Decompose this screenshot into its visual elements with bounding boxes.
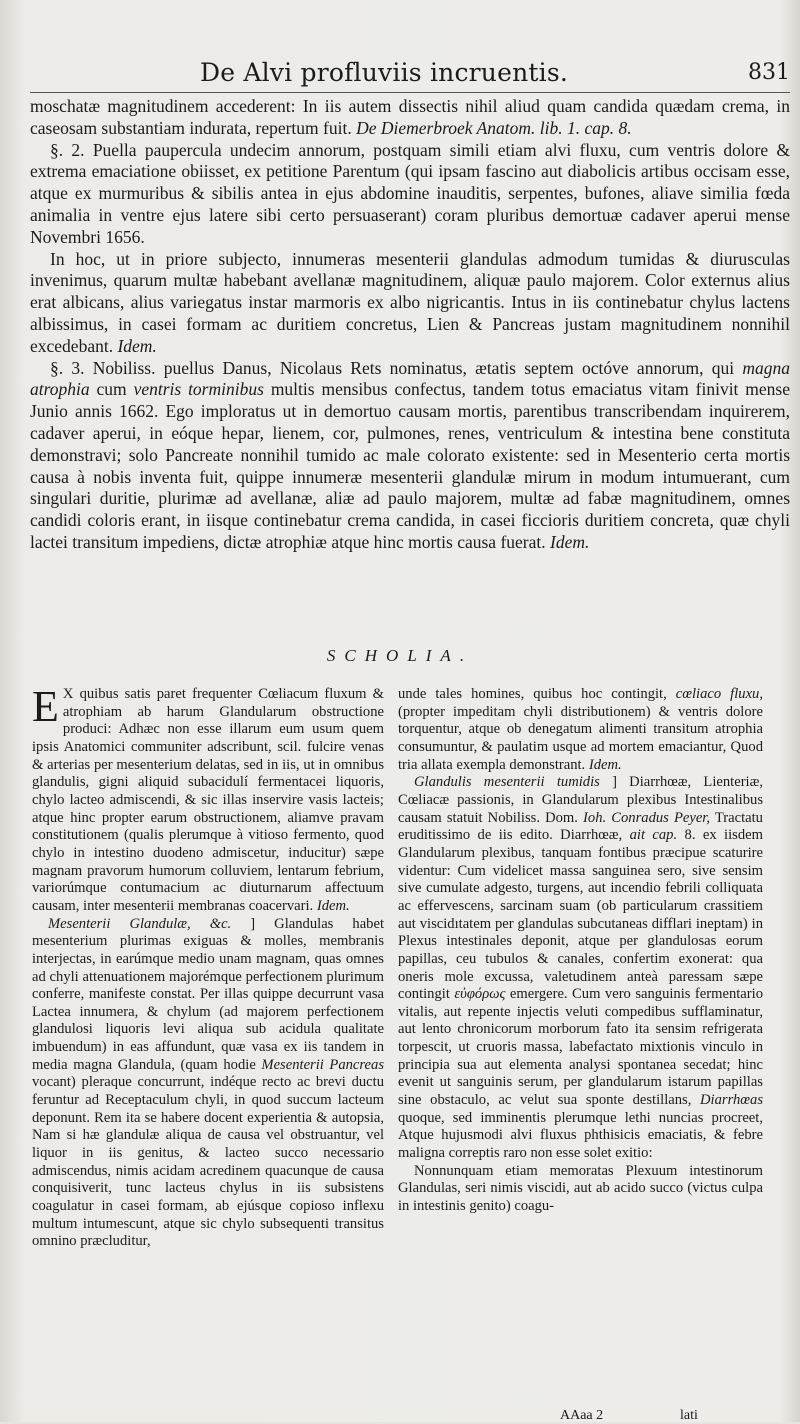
- paragraph-1: [30, 96, 790, 140]
- right-paragraph-2-text: 8. ex iisdem Glandularum plexibus, tanquam fontibus præcipue scaturire videntur: Cum videlicet massa sanguinea sero, sive sensim sive cumulate adgesto, turgens, aut incendio febrili colliquata ac effervescens, sarcinam suam (ob particularum crassitiem aut viscidıtatem per glandulas subcutaneas difflari ineptam) in Plexus intestinales deponit, atque per glandulosas eorum papillas, ceu tubulos & canales, confertim exonerat: qua oneris mole excussa, valetudinem anteà paressam sæpe contingit: [398, 827, 763, 1003]
- right-paragraph-2-text: emergere. Cum vero sanguinis fermentario vitalis, aut repente injectis veluti compedibus sufflaminatur, aut lento chronicorum morborum fato ita sensim refrigerata torpescit, ut cruoris massa, labefactato mixtionis vinculo in principia sua aut elementa analysi spontanea secedat; hinc evenit ut sanguinis serum, per glandularum istarum papillas sine obstaculo, ac velut sua sponte destillans,: [398, 986, 763, 1109]
- left-paragraph-2: [32, 916, 384, 1251]
- greek-word: εὐφόρως: [454, 986, 506, 1003]
- page-number: 831: [748, 60, 790, 85]
- catchword: lati: [680, 1408, 698, 1423]
- citation: Idem.: [588, 756, 622, 773]
- citation: Idem.: [117, 335, 157, 356]
- signature-mark: AAaa 2: [560, 1408, 604, 1423]
- right-paragraph-1: [398, 686, 763, 774]
- citation: Idem.: [316, 897, 350, 914]
- left-paragraph-2-text: ] Glandulas habet mesenterium plurimas exiguas & molles, membranis interjectas, in earúmque medio unam magnam, quas omnes ad chyli attenuationem majorémque perfectionem plurimum conferre, manifeste constat. Per illas quippe decurrunt vasa Lactea innumera, & chylum (ad majorem perfectionem glandulosi liquoris levi aliqua sub acidula qualitate imbuendum) in eas affundunt, quæ vasa ex iis tandem in media magna Glandula, (quam hodie: [32, 915, 384, 1073]
- italic-term: ait cap.: [629, 827, 678, 844]
- right-paragraph-2: [398, 774, 763, 1162]
- paragraph-3-text: In hoc, ut in priore subjecto, innumeras mesenterii glandulas admodum tumidas & diurusculas invenimus, quarum multæ habebant avellanæ magnitudinem, aliquæ paulo majorem. Color externus alius erat albicans, alius variegatus instar marmoris ex albo nigricantis. Intus in iis continebatur chylus lactens albissimus, in casei formam ac duritiem concretus, Lien & Pancreas justam magnitudinem nonnihil excedebant.: [30, 248, 790, 356]
- paragraph-4-text: multis mensibus confectus, tandem totus emaciatus vitam finivit mense Junio annis 1662. Ego imploratus ut in demortuo causam mortis, parentibus transcribendam inquirerem, cadaver aperui, in eóque hepar, lienem, cor, pulmones, renes, ventriculum & intestina bene constituta demonstravi; solo Pancreate nonnihil tumido ac male colorato existente: sed in Mesenterio certa mortis causa à nobis inventa fuit, quippe innumeræ mesenterii glandulæ mirum in modum intumuerant, cum singulari duritie, plurimæ ad avellanæ, aliæ ad paulo majorem, multæ ad fabæ magnitudinem, omnes candidi coloris erant, in iisque continebatur crema candida, in casei ficcioris duritiem concreta, quæ chyli lactei transitum impediens, dictæ atrophiæ atque hinc mortis causa fuerat.: [30, 379, 791, 552]
- paragraph-2: §. 2. Puella paupercula undecim annorum, postquam simili etiam alvi fluxu, cum ventris dolore & extrema emaciatione obiisset, ex petitione Parentum (qui ipsam fascino aut diabolicis artibus occisam esse, atque ex murmuribus & sibilis antea in ejus abdomine inauditis, serpentes, bufones, aliave similia fœda animalia in ventre ejus latere sibi certo persuaserant) coram pluribus demortuæ cadaver aperui mense Novembri 1656.: [30, 139, 790, 247]
- italic-term: cœliaco fluxu,: [675, 686, 764, 702]
- paragraph-4: [30, 358, 790, 554]
- italic-term: Ioh. Conradus Peyer,: [583, 809, 711, 826]
- paragraph-4-text: §. 3. Nobiliss. puellus Danus, Nicolaus Rets nominatus, ætatis septem octóve annorum, qui: [50, 357, 735, 378]
- italic-term: ventris torminibus: [133, 379, 264, 400]
- header-rule: [30, 92, 790, 93]
- left-paragraph-1-text: X quibus satis paret frequenter Cœliacum fluxum & atrophiam ab harum Glandularum obstructione produci: Adhæc non esse illarum eum usum quem ipsis Anatomici communiter adscribunt, scil. fulcire venas & arterias per mesenterium delatas, sed in iis, ut in omnibus glandulis, gigni aliquid subacidulí fermentacei liquoris, chylo lacteo admiscendi, & sic illas inservire vasis lacteis; atque hinc propter earum obstructionem, aliamve pravam constitutionem (qualis plerumque à vitioso fermento, quod chylo in intestino duodeno admiscetur, inducitur) sæpe magnam pravorum humorum colluviem, lentarum febrium, variorúmque contumacium ac diuturnarum affectuum causam, inter mesenterii membranas coacervari.: [32, 686, 384, 914]
- italic-term: Mesenterii Pancreas: [261, 1056, 385, 1073]
- right-paragraph-2-text: quoque, sed imminentis plerumque lethi nuncias procreet, Atque hujusmodi alvi fluxus phthisicis emaciatis, & febre maligna correptis raro non esse solet exitio:: [398, 1109, 763, 1162]
- citation: Idem.: [550, 531, 590, 552]
- paragraph-1-text: moschatæ magnitudinem accederent: In iis autem dissectis nihil aliud quam candida quædam crema, in caseosam substantiam indurata, repertum fuit.: [30, 96, 790, 138]
- right-paragraph-1-text: (propter impeditam chyli distributionem) & ventris dolore torquentur, atque ob denegatum alimenti transitum atrophia consumuntur, & paulatim usque ad mortem emaciantur, Quod tria allata exempla demonstrant.: [398, 703, 763, 773]
- right-paragraph-2-text: ] Diarrhœæ, Lienteriæ, Cœliacæ passionis, in Glandularum plexibus Intestinalibus causam statuit Nobiliss. Dom.: [398, 774, 763, 826]
- left-column: [32, 682, 385, 1251]
- paragraph-4-text: cum: [96, 379, 127, 400]
- right-column: [398, 686, 763, 1216]
- lemma: Mesenterii Glandulæ, &c.: [48, 915, 232, 932]
- page-title: De Alvi profluviis incruentis.: [200, 58, 569, 87]
- right-paragraph-3: Nonnunquam etiam memoratas Plexuum intestinorum Glandulas, seri nimis viscidi, aut ab acido succo (victus culpa in intestinis genito) coagu-: [398, 1162, 763, 1215]
- running-header: [0, 58, 800, 92]
- italic-term: magna atrophia: [30, 357, 791, 400]
- italic-term: Diarrhœas: [700, 1092, 763, 1109]
- drop-capital: E: [32, 682, 59, 731]
- paragraph-3: [30, 249, 790, 358]
- left-paragraph-2-text: vocant) pleraque concurrunt, indéque recto ac brevi ductu feruntur ad Receptaculum chyli, in quod succum lacteum deponunt. Rem ita se habere docent experientia & autopsia, Nam si hæ glandulæ aliqua de causa vel obstruantur, vel liquor in iis genitus, & lacteo succo necessario admiscendus, nimis acidam acredinem quacunque de causa conquisiverit, tunc lacteus chylus in iis subsistens coagulatur in casei formam, ab ejúsque copioso inflexu multum intumescunt, atque sic chylo subsequenti transitus omnino præcluditur,: [32, 1074, 384, 1250]
- main-text: [30, 96, 790, 554]
- scholia-heading: SCHOLIA.: [326, 646, 474, 665]
- lemma: Glandulis mesenterii tumidis: [414, 774, 600, 791]
- left-paragraph-1: [32, 682, 384, 916]
- citation: De Diemerbroek Anatom. lib. 1. cap. 8.: [356, 117, 632, 138]
- right-paragraph-2-text: Tractatu eruditissimo de iis edito. Diarrhœæ,: [398, 809, 763, 844]
- right-paragraph-1-text: unde tales homines, quibus hoc contingit,: [398, 686, 667, 702]
